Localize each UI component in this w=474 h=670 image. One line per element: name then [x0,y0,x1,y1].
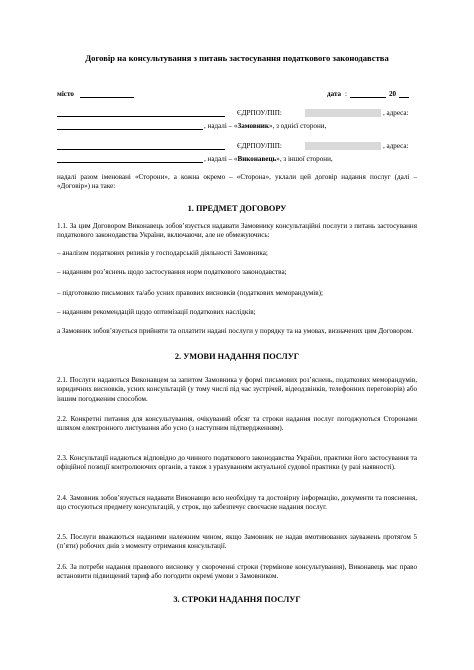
customer-role: Замовник [237,122,269,130]
date-label: дата [327,90,342,98]
intro-paragraph: надалі разом іменовані «Сторони», а кожна окремо – «Сторона», уклали цей договір надання послуг (далі – «Договір») на таке: [57,173,417,191]
contractor-edrpou-field[interactable] [305,142,381,150]
contractor-edrpou-label: ЄДРПОУ/ПІП: [237,142,282,150]
customer-address-field[interactable] [57,129,203,130]
section-2-paragraph: 2.1. Послуги надаються Виконавцем за запитом Замовника у формі письмових роз’яснень, податкових меморандумів, юридичних висновків, усних консультацій (у тому числі під час зустрічей, відеодзвінків, телефонних переговорів) або іншим погодженим способом. [57,376,417,403]
section-2-heading: 2. УМОВИ НАДАННЯ ПОСЛУГ [174,352,300,361]
section-1-paragraph: 1.1. За цим Договором Виконавець зобов’язується надавати Замовнику консультаційні послуги з питань застосування податкового законодавства України, включаючи, але не обмежуючись: [57,222,417,240]
section-2-paragraph: 2.6. За потреби надання правового висновку у скороченні строки (термінове консультування), Виконавець має право встановити підвищений тариф або погодити окремі умови з Замовником. [57,563,417,581]
section-1-list-item: – наданням роз’яснень щодо застосування норм податкового законодавства; [57,268,287,276]
customer-address-label: , адреса: [383,109,409,117]
section-3-heading: 3. СТРОКИ НАДАННЯ ПОСЛУГ [173,595,301,604]
city-field[interactable] [80,97,134,98]
section-2-paragraph: 2.5. Послуги вважаються наданими належним чином, якщо Замовник не надав вмотивованих зауважень протягом 5 (п’яти) робочих днів з моменту отримання консультації. [57,533,417,551]
section-1-list-item: – наданням рекомендацій щодо оптимізації податкових наслідків; [57,308,256,316]
section-2-paragraph: 2.3. Консультації надаються відповідно до чинного податкового законодавства України, практики його застосування та офіційної позиції контролюючих органів, а також з урахуванням актуальної судової практики (у разі наявності). [57,454,417,472]
section-2-paragraph: 2.2. Конкретні питання для консультування, очікуваний обсяг та строки надання послуг погоджуються Сторонами шляхом електронного листування або усно (з наступним підтвердженням). [57,415,417,433]
document-title: Договір на консультування з питань застосування податкового законодавства [85,53,389,63]
date-field[interactable] [350,97,386,98]
customer-name-field[interactable] [57,116,225,117]
section-1-list-item: – аналізом податкових ризиків у господарській діяльності Замовника; [57,249,268,257]
customer-edrpou-field[interactable] [305,109,381,117]
year-field[interactable] [399,97,409,98]
contractor-role: Виконавець [237,155,277,163]
customer-edrpou-label: ЄДРПОУ/ПІП: [237,109,282,117]
section-1-heading: 1. ПРЕДМЕТ ДОГОВОРУ [187,204,287,213]
contractor-address-label: , адреса: [383,142,409,150]
document-page: Договір на консультування з питань застосування податкового законодавства місто дата : 20 ЄДРПОУ/ПІП: , адреса: , надалі – «Замовник», з однієї сторони, ЄДРПОУ/ПІП: , адреса: , надалі – «Виконавець», з іншої сторони, надалі разом іменовані «Сторони», а кожна окремо – «Сторона», уклали цей договір надання послуг (далі – «Договір») на таке: 1. ПРЕДМЕТ ДОГОВОРУ 1.1. За цим Договором Виконавець зобов’язується надавати Замовнику консультаційні послуги з питань застосування податкового законодавства України, включаючи, але не обмежуючись: – аналізом податкових ризиків у господарській діяльності Замовника; – наданням роз’яснень щодо застосування норм податкового законодавства; – підготовкою письмових та/або усних правових висновків (податкових меморандумів); – наданням рекомендацій щодо оптимізації податкових наслідків; а Замовник зобов’язується прийняти та оплатити надані послуги у порядку та на умовах, визначених цим Договором. 2. УМОВИ НАДАННЯ ПОСЛУГ 2.1. Послуги надаються Виконавцем за запитом Замовника у формі письмових роз’яснень, податкових меморандумів, юридичних висновків, усних консультацій (у тому числі під час зустрічей, відеодзвінків, телефонних переговорів) або іншим погодженим способом. 2.2. Конкретні питання для консультування, очікуваний обсяг та строки надання послуг погоджуються Сторонами шляхом електронного листування або усно (з наступним підтвердженням). 2.3. Консультації надаються відповідно до чинного податкового законодавства України, практики його застосування та офіційної позиції контролюючих органів, а також з урахуванням актуальної судової практики (у разі наявності). 2.4. Замовник зобов’язується надавати Виконавцю всю необхідну та достовірну інформацію, документи та пояснення, що стосуються предмету консультацій, у строк, що забезпечує своєчасне надання послуг. 2.5. Послуги вважаються наданими належним чином, якщо Замовник не надав вмотивованих зауважень протягом 5 (п’яти) робочих днів з моменту отримання консультації. 2.6. За потреби надання правового висновку у скороченні строки (термінове консультування), Виконавець має право встановити підвищений тариф або погодити окремі умови з Замовником. 3. СТРОКИ НАДАННЯ ПОСЛУГ [0,0,474,670]
contractor-address-field[interactable] [57,162,203,163]
city-label: місто [57,90,74,98]
section-1-list-item: – підготовкою письмових та/або усних правових висновків (податкових меморандумів); [57,289,323,297]
contractor-name-field[interactable] [57,149,225,150]
year-prefix: 20 [389,90,397,98]
section-1-paragraph: а Замовник зобов’язується прийняти та оплатити надані послуги у порядку та на умовах, визначених цим Договором. [57,327,414,335]
section-2-paragraph: 2.4. Замовник зобов’язується надавати Виконавцю всю необхідну та достовірну інформацію, документи та пояснення, що стосуються предмету консультацій, у строк, що забезпечує своєчасне надання послуг. [57,494,417,512]
